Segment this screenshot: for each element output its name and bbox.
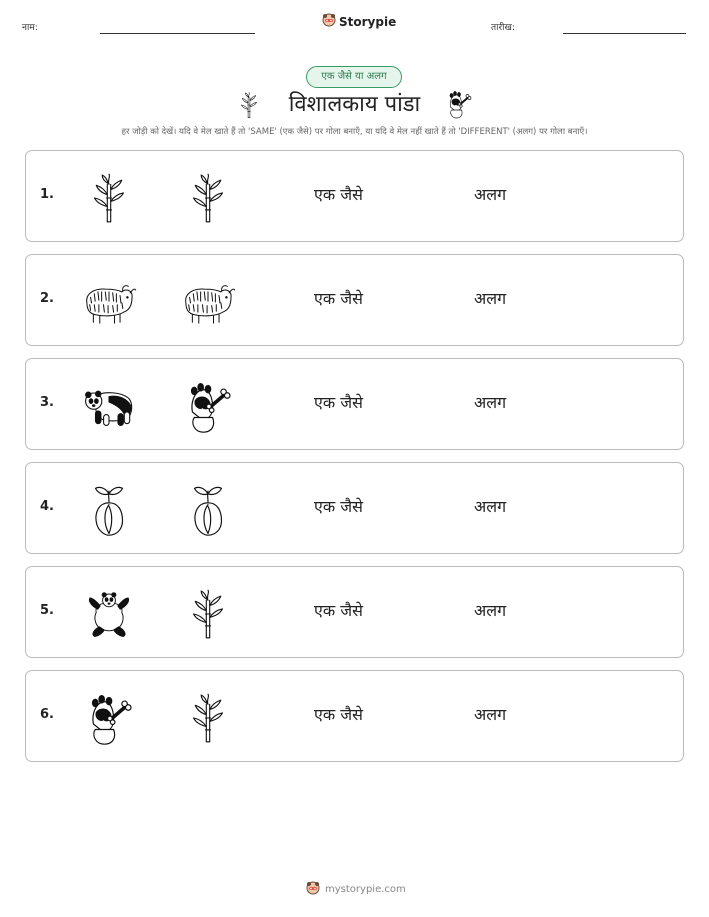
row-number: 1. — [40, 187, 54, 202]
row-number: 3. — [40, 395, 54, 410]
paw-bone-icon — [446, 89, 472, 123]
different-option[interactable]: अलग — [474, 393, 507, 412]
same-option[interactable]: एक जैसे — [314, 289, 363, 308]
footer — [306, 880, 406, 899]
brand-name: Storypie — [339, 14, 397, 29]
storypie-logo-icon — [306, 880, 320, 899]
bamboo-icon — [180, 690, 236, 746]
instructions: हर जोड़ी को देखें। यदि वे मेल खाते हैं तो 'SAME' (एक जैसे) पर गोला बनाएँ, या यदि वे मेल नहीं खाते हैं तो 'DIFFERENT' (अलग) पर गोला बनाएँ। — [121, 127, 588, 137]
different-option[interactable]: अलग — [474, 705, 507, 724]
bamboo-icon — [180, 170, 236, 226]
seed-sprout-icon — [180, 482, 236, 538]
bamboo-icon — [180, 586, 236, 642]
footer-url[interactable]: mystorypie.com — [325, 884, 406, 895]
yak-icon — [180, 274, 236, 330]
row-number: 4. — [40, 499, 54, 514]
different-option[interactable]: अलग — [474, 497, 507, 516]
activity-badge: एक जैसे या अलग — [306, 66, 402, 88]
different-option[interactable]: अलग — [474, 601, 507, 620]
bamboo-icon — [81, 170, 137, 226]
same-option[interactable]: एक जैसे — [314, 497, 363, 516]
page-title: विशालकाय पांडा — [288, 92, 421, 117]
name-label: नाम: — [22, 23, 38, 33]
paw-bone-icon — [81, 690, 137, 746]
different-option[interactable]: अलग — [474, 289, 507, 308]
exercise-row — [25, 462, 684, 554]
same-option[interactable]: एक जैसे — [314, 601, 363, 620]
exercise-row — [25, 150, 684, 242]
exercise-row — [25, 670, 684, 762]
same-option[interactable]: एक जैसे — [314, 185, 363, 204]
row-number: 6. — [40, 707, 54, 722]
exercise-row — [25, 254, 684, 346]
panda-icon — [81, 378, 137, 434]
same-option[interactable]: एक जैसे — [314, 393, 363, 412]
brand-logo — [322, 12, 396, 31]
paw-bone-icon — [180, 378, 236, 434]
yak-icon — [81, 274, 137, 330]
storypie-logo-icon — [322, 12, 336, 31]
row-number: 5. — [40, 603, 54, 618]
exercise-row — [25, 358, 684, 450]
same-option[interactable]: एक जैसे — [314, 705, 363, 724]
date-field[interactable] — [563, 33, 686, 34]
row-number: 2. — [40, 291, 54, 306]
panda-sprawled-icon — [81, 586, 137, 642]
date-label: तारीख: — [491, 23, 515, 33]
seed-sprout-icon — [81, 482, 137, 538]
name-field[interactable] — [100, 33, 255, 34]
different-option[interactable]: अलग — [474, 185, 507, 204]
exercise-row — [25, 566, 684, 658]
